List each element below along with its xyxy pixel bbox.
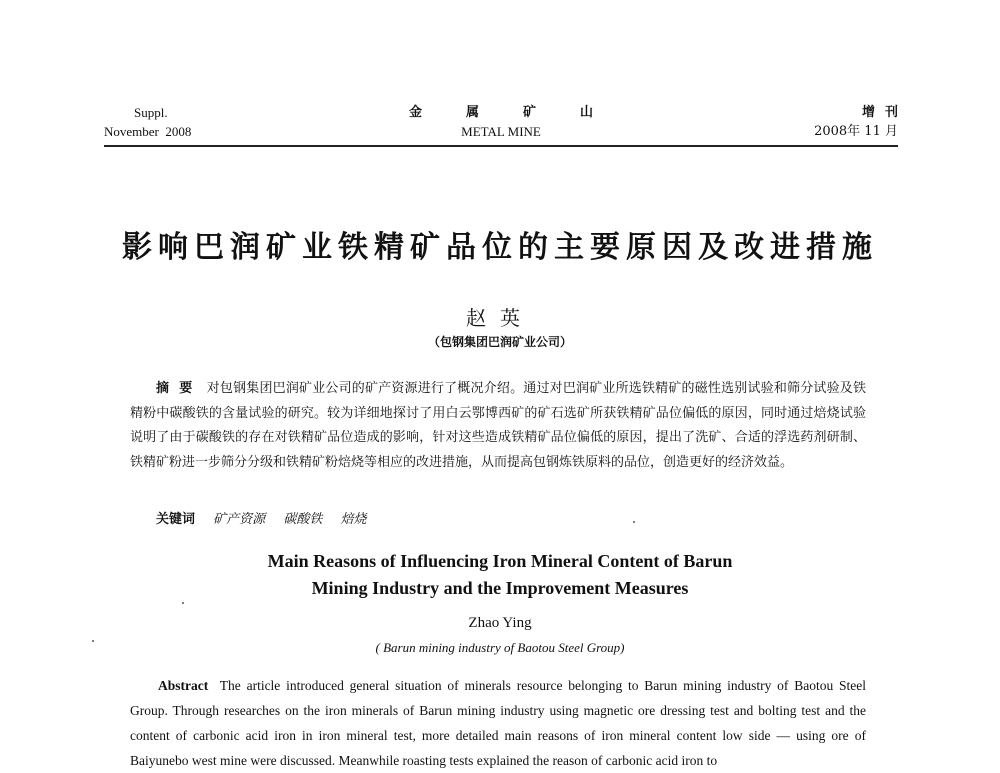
- abstract-cn: [130, 377, 866, 475]
- keywords-cn: [156, 508, 380, 527]
- abstract-en-label: Abstract: [158, 678, 209, 693]
- header-date-en: November 2008: [104, 124, 192, 139]
- author-affiliation-en: ( Barun mining industry of Baotou Steel Group): [375, 640, 625, 655]
- running-header: [104, 103, 908, 147]
- scan-speck: [182, 602, 184, 604]
- paper-title-en-line2: Mining Industry and the Improvement Measures: [311, 578, 689, 598]
- paper-title-en: [0, 548, 1000, 602]
- scan-speck: [633, 521, 635, 523]
- header-supplement-cn: 增刊: [861, 105, 908, 120]
- journal-name-en: METAL MINE: [461, 124, 541, 139]
- author-name-cn: 赵英: [466, 306, 534, 330]
- header-suppl: Suppl.: [134, 105, 168, 120]
- journal-name-cn: 金属矿山: [408, 105, 637, 120]
- abstract-cn-text: 对包钢集团巴润矿业公司的矿产资源进行了概况介绍。通过对巴润矿业所选铁精矿的磁性选别试验和筛分试验及铁精粉中碳酸铁的含量试验的研究。较为详细地探讨了用白云鄂博西矿的矿石选矿所获铁精矿品位偏低的原因，同时通过焙烧试验说明了由于碳酸铁的存在对铁精矿品位造成的影响，针对这些造成铁精矿品位偏低的原因，提出了洗矿、合适的浮选药剂研制、铁精矿粉进一步筛分分级和铁精矿粉焙烧等相应的改进措施，从而提高包钢炼铁原料的品位，创造更好的经济效益。: [130, 381, 866, 470]
- author-name-en: Zhao Ying: [468, 615, 532, 631]
- scan-speck: [92, 640, 94, 642]
- header-date-cn: 2008年 11 月: [814, 124, 898, 139]
- header-center: [104, 103, 898, 141]
- author-affiliation-cn: （包钢集团巴润矿业公司）: [427, 335, 572, 349]
- keyword-cn: 矿产资源: [213, 512, 266, 527]
- abstract-cn-label: 摘要: [156, 381, 203, 396]
- keyword-cn: 碳酸铁: [283, 512, 323, 527]
- abstract-en-text: The article introduced general situation of minerals resource belonging to Barun mining industry of Baotou Steel Group. Through researches on the iron minerals of Barun mining industry using magnetic ore dressing test and bolting test and the content of carbonic acid iron in iron mineral test, more detailed main reasons of iron mineral content low side — using ore of Baiyunebo west mine were discussed. Meanwhile roasting tests explained the reason of carbonic acid iron to: [130, 678, 866, 768]
- paper-title-cn: 影响巴润矿业铁精矿品位的主要原因及改进措施: [122, 230, 878, 265]
- keywords-cn-label: 关键词: [156, 512, 196, 527]
- header-right: [814, 103, 908, 141]
- abstract-en: [130, 673, 866, 773]
- paper-title-en-line1: Main Reasons of Influencing Iron Mineral Content of Barun: [267, 551, 733, 571]
- keyword-cn: 焙烧: [340, 512, 367, 527]
